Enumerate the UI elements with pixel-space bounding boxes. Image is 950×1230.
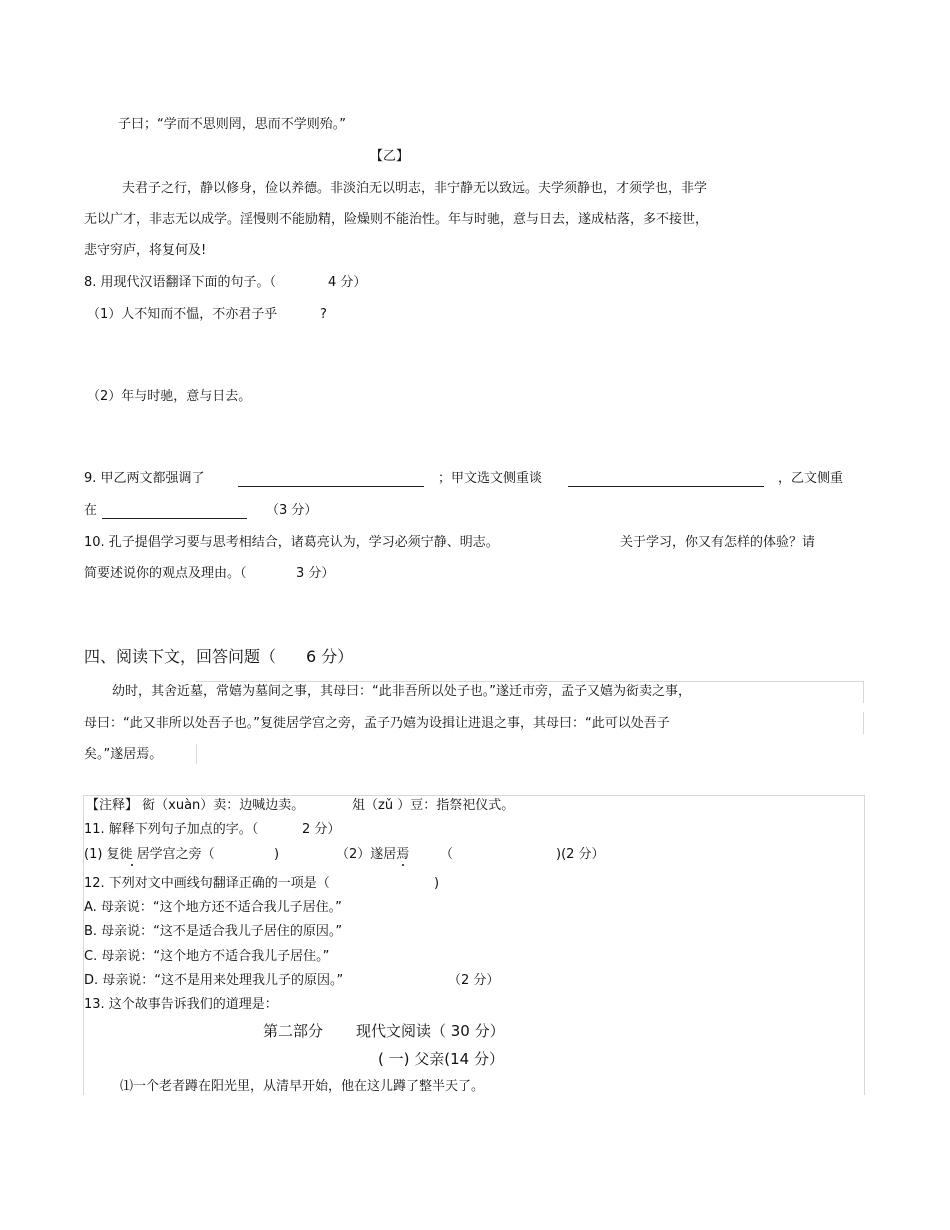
- q8-score: 4 分）: [328, 275, 367, 290]
- part2-title-a: 第二部分: [263, 1022, 324, 1040]
- q12-option-d[interactable]: D. 母亲说：“这不是用来处理我儿子的原因。”: [84, 973, 344, 988]
- q12-option-b[interactable]: B. 母亲说：“这不是适合我儿子居住的原因。”: [84, 924, 343, 939]
- q9-part2: ；甲文选文侧重谈: [438, 471, 543, 486]
- q9-part4: 在: [84, 503, 98, 518]
- q8-sentence-1: （1）人不知而不愠，不亦君子乎: [87, 307, 278, 322]
- part2-subtitle: ( 一) 父亲(14 分）: [378, 1050, 504, 1068]
- passage-frame-top: [196, 681, 864, 682]
- note-2: 俎（zǔ ）豆：指祭祀仪式。: [352, 798, 515, 813]
- q12-stem-close: ): [434, 876, 440, 891]
- q9-blank-3[interactable]: [102, 518, 247, 519]
- q11-item-2-score: )(2 分）: [556, 847, 605, 862]
- yi-text-line: 无以广才，非志无以成学。淫慢则不能励精，险燥则不能治性。年与时驰，意与日去，遂成枯落，多不接世，: [84, 212, 709, 227]
- q12-option-c[interactable]: C. 母亲说：“这个地方不适合我儿子居住。”: [84, 949, 330, 964]
- emphasis-dot: [402, 864, 404, 866]
- q10-line2-b: 3 分）: [296, 566, 335, 581]
- q9-part3: ，乙文侧重: [778, 471, 844, 486]
- yi-text-line: 悲守穷庐，将复何及!: [84, 243, 207, 258]
- q11-item-2-open: （: [440, 847, 454, 862]
- section4-text-line: 幼时，其舍近墓，常嬉为墓间之事，其母曰：“此非吾所以处子也。”遂迁市旁，孟子又嬉为衒卖之事，: [112, 684, 691, 699]
- q11-score: 2 分）: [302, 822, 341, 837]
- section4-title: 四、阅读下文，回答问题（: [84, 647, 277, 666]
- section4-text-line: 矣。”遂居焉。: [84, 747, 163, 762]
- questions-frame-right: [864, 795, 865, 1095]
- section4-text-line: 母曰：“此又非所以处吾子也。”复徙居学宫之旁，孟子乃嬉为设揖让进退之事，其母曰：“此可以处吾子: [84, 716, 670, 731]
- emphasis-dot: [131, 864, 133, 866]
- part2-paragraph-1: ⑴一个老者蹲在阳光里，从清早开始，他在这儿蹲了整半天了。: [120, 1079, 485, 1094]
- note-1: 【注释】 衒（xuàn）卖：边喊边卖。: [86, 798, 305, 813]
- yi-title: 【乙】: [370, 149, 410, 164]
- passage-frame-right-2: [863, 712, 864, 734]
- section4-score: 6 分）: [306, 647, 354, 666]
- q12-option-a[interactable]: A. 母亲说：“这个地方还不适合我儿子居住。”: [84, 900, 342, 915]
- questions-frame-top: [83, 795, 865, 796]
- q11-stem: 11. 解释下列句子加点的字。（: [84, 822, 259, 837]
- q10-line1-b: 关于学习，你又有怎样的体验？请: [620, 535, 816, 550]
- passage-frame-tail: [196, 744, 197, 764]
- q10-line1-a: 10. 孔子提倡学习要与思考相结合，诸葛亮认为，学习必须宁静、明志。: [84, 535, 499, 550]
- q11-item-1: (1) 复徙 居学宫之旁（: [84, 847, 215, 862]
- passage-frame-right: [863, 681, 864, 703]
- part2-title-b: 现代文阅读（ 30 分）: [356, 1022, 505, 1040]
- q8-sentence-2: （2）年与时驰，意与日去。: [87, 389, 252, 404]
- q9-score: （3 分）: [266, 503, 318, 518]
- q11-item-1-close: ): [274, 847, 280, 862]
- q13-stem: 13. 这个故事告诉我们的道理是：: [84, 997, 278, 1012]
- jia-quote: 子曰；“学而不思则罔，思而不学则殆。”: [118, 117, 346, 132]
- q12-stem: 12. 下列对文中画线句翻译正确的一项是（: [84, 876, 330, 891]
- q9-part1: 9. 甲乙两文都强调了: [84, 471, 205, 486]
- q8-sentence-1-mark: ?: [320, 307, 327, 322]
- q11-item-2: （2）遂居焉: [336, 847, 410, 862]
- q10-line2-a: 简要述说你的观点及理由。（: [84, 566, 247, 581]
- q8-stem: 8. 用现代汉语翻译下面的句子。（: [84, 275, 277, 290]
- q9-blank-2[interactable]: [568, 486, 764, 487]
- q12-score: （2 分）: [448, 973, 500, 988]
- q9-blank-1[interactable]: [238, 486, 424, 487]
- questions-frame-left: [83, 795, 84, 1095]
- yi-text-line: 夫君子之行，静以修身，俭以养德。非淡泊无以明志，非宁静无以致远。夫学须静也，才须学也，非学: [122, 181, 708, 196]
